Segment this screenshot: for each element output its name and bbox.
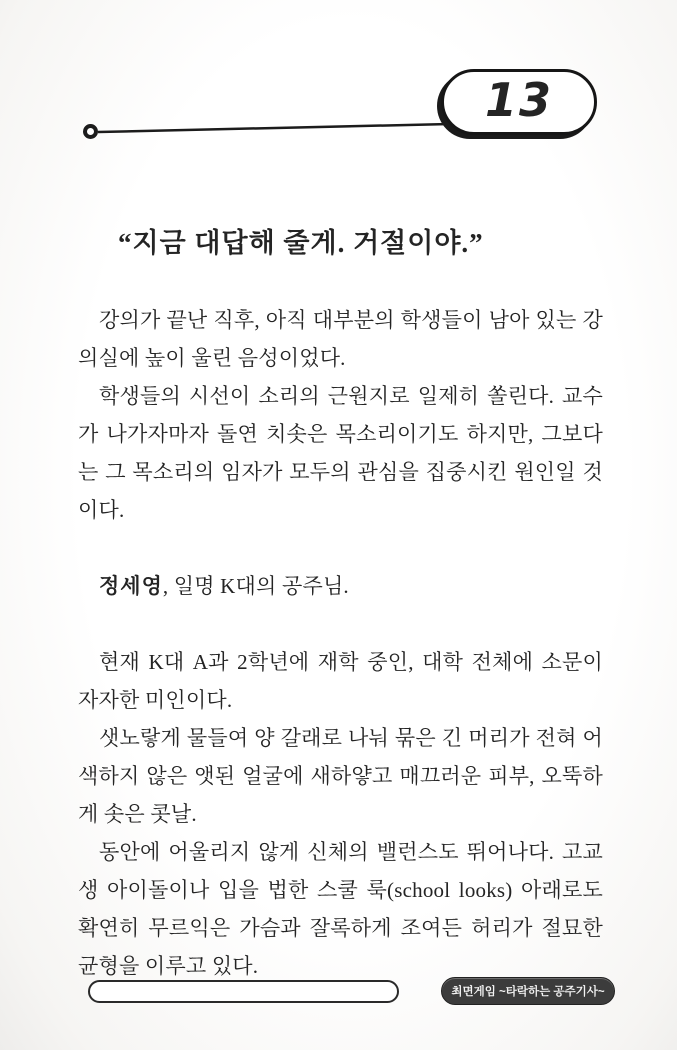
chapter-number: 13 — [484, 73, 553, 127]
paragraph: 학생들의 시선이 소리의 근원지로 일제히 쏠린다. 교수가 나가자마자 돌연 치솟은 목소리이기도 하지만, 그보다는 그 목소리의 임자가 모두의 관심을 집중시킨 원인일 것이다. — [78, 384, 603, 522]
series-title-badge — [441, 977, 615, 1005]
paragraph: 동안에 어울리지 않게 신체의 밸런스도 뛰어나다. 고교생 아이돌이나 입을 법한 스쿨 룩(school looks) 아래로도 확연히 무르익은 가슴과 잘록하게 조여든 허리가 절묘한 균형을 이루고 있다. — [78, 840, 603, 978]
character-name: 정세영 — [99, 574, 163, 598]
footer-rule-box — [88, 980, 399, 1003]
series-title: 최면게임 ~타락하는 공주기사~ — [451, 986, 605, 998]
paragraph: 현재 K대 A과 2학년에 재학 중인, 대학 전체에 소문이 자자한 미인이다. — [78, 650, 603, 712]
chapter-number-badge — [441, 69, 597, 135]
character-name-rest: , 일명 K대의 공주님. — [162, 574, 349, 598]
paragraph: 샛노랗게 물들여 양 갈래로 나눠 묶은 긴 머리가 전혀 어색하지 않은 앳된 얼굴에 새하얗고 매끄러운 피부, 오뚝하게 솟은 콧날. — [78, 726, 603, 826]
body-text — [78, 301, 603, 985]
character-name-line — [78, 567, 603, 605]
chapter-title-quote: “지금 대답해 줄게. 거절이야.” — [118, 228, 484, 258]
paragraph: 강의가 끝난 직후, 아직 대부분의 학생들이 남아 있는 강의실에 높이 울린 음성이었다. — [78, 308, 603, 370]
header-ring-icon — [83, 124, 98, 139]
